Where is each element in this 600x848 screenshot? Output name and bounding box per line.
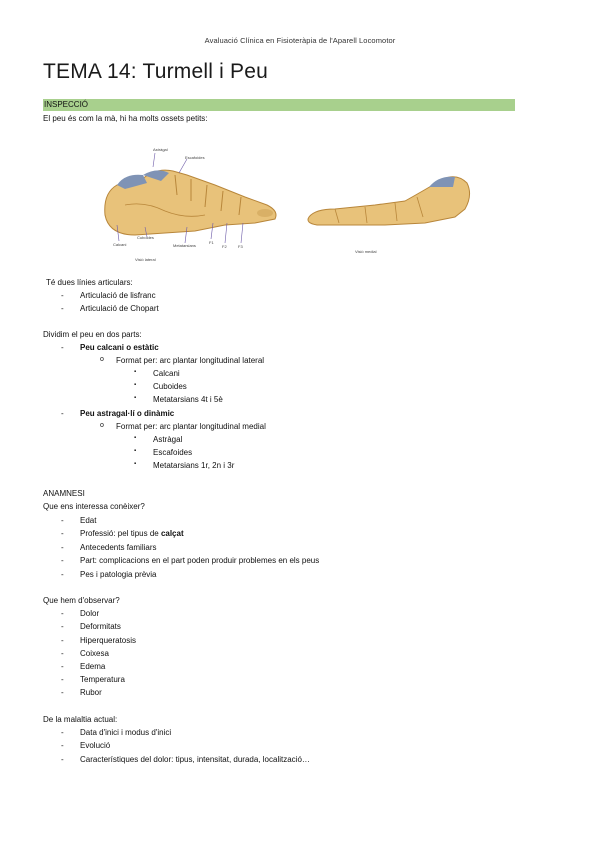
linies-heading: Té dues línies articulars:	[46, 278, 133, 287]
list-item: Metatarsians 1r, 2n i 3r	[153, 461, 235, 470]
question-malaltia-actual: De la malaltia actual:	[43, 715, 118, 724]
dash-marker: -	[61, 649, 64, 658]
label-astragal: Astràgal	[153, 147, 168, 152]
square-marker: ▪	[134, 435, 137, 441]
item-text: Professió: pel tipus de	[80, 529, 161, 538]
list-item: Articulació de Chopart	[80, 304, 159, 313]
section-bar-inspeccio	[43, 99, 515, 111]
label-f2: F2	[222, 244, 227, 249]
dash-marker: -	[61, 662, 64, 671]
dash-marker: -	[61, 688, 64, 697]
part-calcani-label: Peu calcani o estàtic	[80, 343, 159, 352]
intro-text: El peu és com la mà, hi ha molts ossets petits:	[43, 114, 208, 123]
list-item: Articulació de lisfranc	[80, 291, 156, 300]
list-item: Antecedents familiars	[80, 543, 157, 552]
dash-marker: -	[61, 556, 64, 565]
foot-medial-figure	[305, 165, 475, 260]
square-marker: ▪	[134, 448, 137, 454]
anamnesi-heading: ANAMNESI	[43, 489, 85, 498]
label-f1: F1	[209, 240, 214, 245]
list-item: Pes i patologia prèvia	[80, 570, 157, 579]
caption-medial: Visió medial	[355, 249, 377, 254]
dash-marker: -	[61, 609, 64, 618]
dash-marker: -	[61, 543, 64, 552]
list-item	[80, 529, 184, 538]
dash-marker: -	[61, 755, 64, 764]
list-item: Calcani	[153, 369, 180, 378]
foot-lateral-figure	[95, 145, 285, 265]
parts-heading: Dividim el peu en dos parts:	[43, 330, 142, 339]
label-f3: F3	[238, 244, 243, 249]
page-title: TEMA 14: Turmell i Peu	[43, 60, 268, 83]
dash-marker: -	[61, 728, 64, 737]
list-item: Data d'inici i modus d'inici	[80, 728, 172, 737]
dash-marker: -	[61, 622, 64, 631]
circle-marker: o	[100, 356, 104, 363]
square-marker: ▪	[134, 369, 137, 375]
question-interessa: Que ens interessa conèixer?	[43, 502, 145, 511]
list-item: Metatarsians 4t i 5è	[153, 395, 223, 404]
part-astragal-label: Peu astragal·lí o dinàmic	[80, 409, 175, 418]
item-bold-text: calçat	[160, 529, 184, 538]
part-calcani-sub: Format per: arc plantar longitudinal lateral	[116, 356, 265, 365]
square-marker: ▪	[134, 461, 137, 467]
label-escafoides: Escafoides	[185, 155, 205, 160]
list-item: Part: complicacions en el part poden produir problemes en els peus	[80, 556, 320, 565]
caption-lateral: Visió lateral	[135, 257, 156, 262]
section-label: INSPECCIÓ	[44, 100, 89, 109]
list-item: Deformitats	[80, 622, 121, 631]
dash-marker: -	[61, 636, 64, 645]
list-item: Rubor	[80, 688, 102, 697]
dash-marker: -	[61, 741, 64, 750]
dash-marker: -	[61, 675, 64, 684]
part-astragal-sub: Format per: arc plantar longitudinal medial	[116, 422, 266, 431]
dash-marker: -	[61, 409, 64, 418]
square-marker: ▪	[134, 382, 137, 388]
dash-marker: -	[61, 291, 64, 300]
page-header: Avaluació Clínica en Fisioteràpia de l'Aparell Locomotor	[204, 36, 396, 45]
list-item: Astràgal	[153, 435, 183, 444]
square-marker: ▪	[134, 395, 137, 401]
dash-marker: -	[61, 304, 64, 313]
list-item: Característiques del dolor: tipus, intensitat, durada, localització…	[80, 755, 310, 764]
list-item: Cuboides	[153, 382, 187, 391]
label-metatarsians: Metatarsians	[173, 243, 196, 248]
list-item: Hiperqueratosis	[80, 636, 137, 645]
label-calcani: Calcani	[113, 242, 127, 247]
dash-marker: -	[61, 516, 64, 525]
foot-medial-illustration	[305, 165, 475, 260]
list-item: Edat	[80, 516, 97, 525]
list-item: Escafoides	[153, 448, 193, 457]
list-item: Dolor	[80, 609, 100, 618]
question-observar: Que hem d'observar?	[43, 596, 120, 605]
circle-marker: o	[100, 422, 104, 429]
dash-marker: -	[61, 570, 64, 579]
dash-marker: -	[61, 529, 64, 538]
list-item: Evolució	[80, 741, 111, 750]
list-item: Coixesa	[80, 649, 109, 658]
dash-marker: -	[61, 343, 64, 352]
list-item: Temperatura	[80, 675, 125, 684]
label-cuboides: Cuboides	[137, 235, 154, 240]
list-item: Edema	[80, 662, 106, 671]
